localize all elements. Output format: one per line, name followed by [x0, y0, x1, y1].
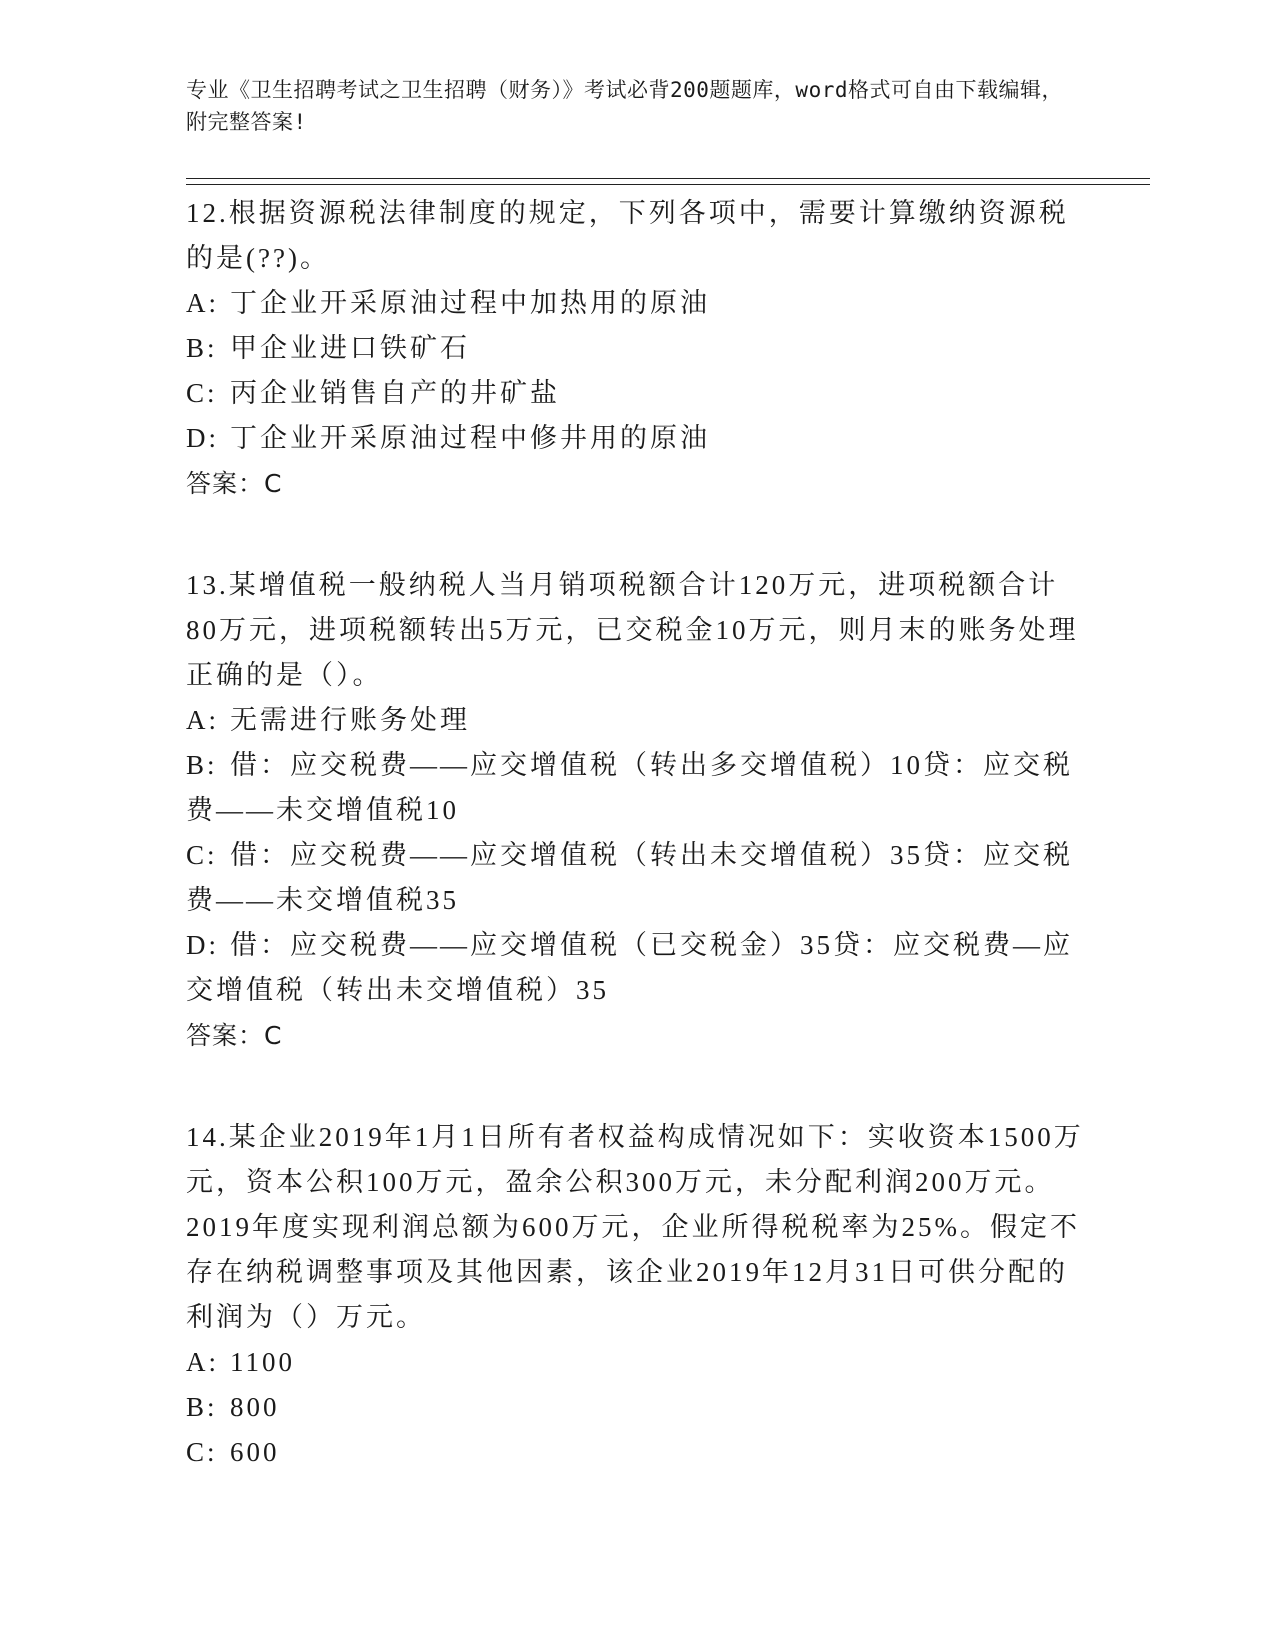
option-text: 丁企业开采原油过程中加热用的原油 — [230, 288, 710, 318]
option-c — [186, 1430, 1086, 1475]
option-text: 借：应交税费——应交增值税（转出未交增值税）35贷：应交税费——未交增值税35 — [186, 840, 1073, 915]
option-text: 无需进行账务处理 — [230, 705, 470, 735]
option-key: C: — [186, 1437, 218, 1467]
option-d — [186, 416, 1086, 461]
option-text: 甲企业进口铁矿石 — [230, 333, 470, 363]
option-a — [186, 1340, 1086, 1385]
option-text: 借：应交税费——应交增值税（已交税金）35贷：应交税费—应交增值税（转出未交增值税）35 — [186, 930, 1073, 1005]
question-stem: 12.根据资源税法律制度的规定，下列各项中，需要计算缴纳资源税的是(??)。 — [186, 198, 1069, 273]
option-c — [186, 833, 1086, 923]
header-divider-bottom — [186, 184, 1150, 185]
question-12 — [186, 188, 1086, 506]
question-stem: 14.某企业2019年1月1日所有者权益构成情况如下：实收资本1500万元，资本公积100万元，盈余公积300万元，未分配利润200万元。2019年度实现利润总额为600万元，企业所得税税率为25%。假定不存在纳税调整事项及其他因素，该企业2019年12月31日可供分配的利润为（）万元。 — [186, 1122, 1084, 1332]
option-b — [186, 1385, 1086, 1430]
option-key: C: — [186, 378, 218, 408]
option-text: 600 — [230, 1437, 280, 1467]
answer: 答案：C — [186, 1021, 283, 1050]
option-key: B: — [186, 750, 218, 780]
option-text: 借：应交税费——应交增值税（转出多交增值税）10贷：应交税费——未交增值税10 — [186, 750, 1073, 825]
option-text: 1100 — [230, 1347, 295, 1377]
option-text: 800 — [230, 1392, 280, 1422]
option-key: B: — [186, 1392, 218, 1422]
question-13 — [186, 560, 1086, 1058]
option-key: A: — [186, 1347, 219, 1377]
option-key: C: — [186, 840, 218, 870]
option-key: A: — [186, 288, 219, 318]
option-key: B: — [186, 333, 218, 363]
header-divider-top — [186, 178, 1150, 179]
option-d — [186, 923, 1086, 1013]
question-list — [186, 188, 1086, 1529]
question-14 — [186, 1112, 1086, 1475]
option-c — [186, 371, 1086, 416]
option-text: 丙企业销售自产的井矿盐 — [230, 378, 560, 408]
option-a — [186, 698, 1086, 743]
option-key: D: — [186, 930, 219, 960]
document-header: 专业《卫生招聘考试之卫生招聘（财务）》考试必背200题题库，word格式可自由下载编辑，附完整答案! — [186, 78, 1063, 134]
answer: 答案：C — [186, 469, 283, 498]
option-text: 丁企业开采原油过程中修井用的原油 — [230, 423, 710, 453]
option-a — [186, 281, 1086, 326]
option-key: A: — [186, 705, 219, 735]
option-b — [186, 743, 1086, 833]
option-key: D: — [186, 423, 219, 453]
question-stem: 13.某增值税一般纳税人当月销项税额合计120万元，进项税额合计80万元，进项税额转出5万元，已交税金10万元，则月末的账务处理正确的是（）。 — [186, 570, 1079, 690]
option-b — [186, 326, 1086, 371]
